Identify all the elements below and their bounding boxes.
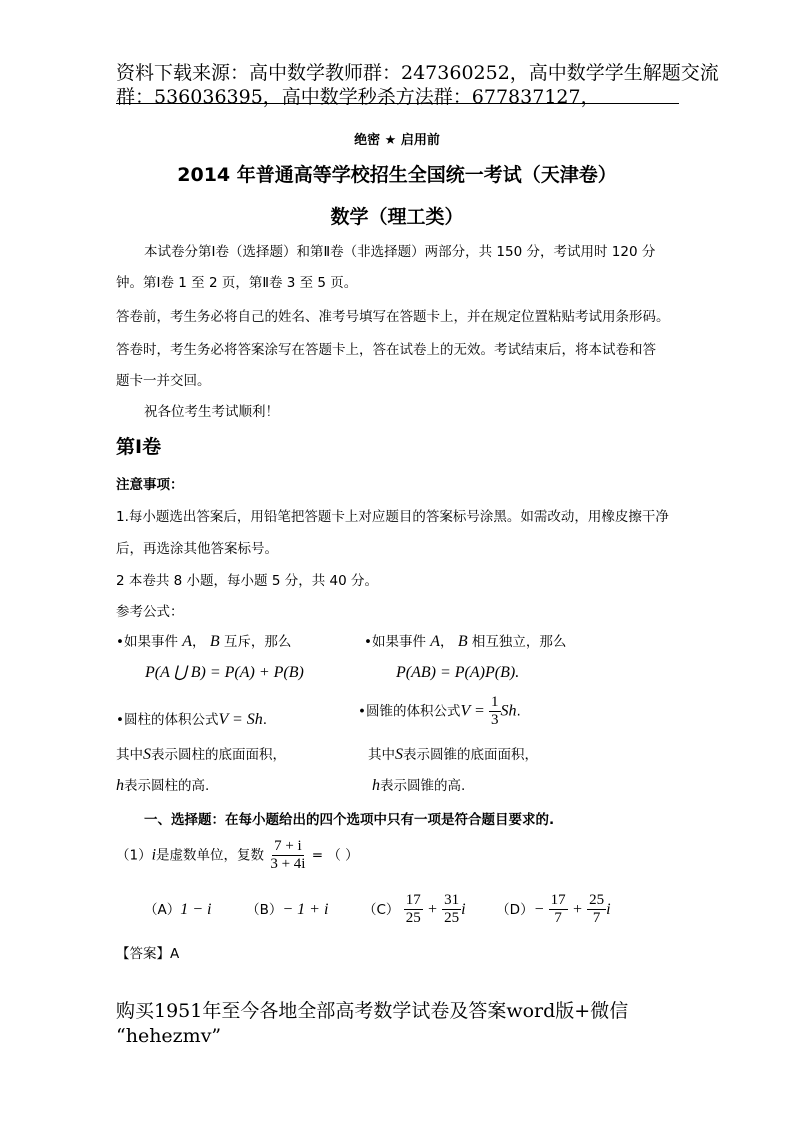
formula-union: P(A ⋃ B) = P(A) + P(B): [145, 664, 304, 681]
formula-note-right-s: 其中S表示圆锥的底面面积，: [368, 746, 538, 763]
footer-line-2: “hehezmv”: [116, 1025, 222, 1047]
formula-note-right-h: h表示圆锥的高.: [372, 777, 466, 794]
notes-item-1b: 后，再选涂其他答案标号。: [116, 541, 278, 557]
intro-wish: 祝各位考生考试顺利！: [144, 404, 279, 420]
reference-formulas-label: 参考公式：: [116, 604, 184, 620]
header-line-1: 资料下载来源：高中数学教师群：247360252，高中数学学生解题交流: [116, 62, 719, 84]
option-d: （D）− $\frac{17}{7}$ + $\frac{25}{7}$ i: [496, 892, 611, 926]
notes-heading: 注意事项：: [116, 477, 184, 493]
option-b: （B）− 1 + i: [246, 900, 329, 918]
intro-line-5: 题卡一并交回。: [116, 373, 211, 389]
question-1-fraction: $\frac{7 + i}{3 + 4i}$: [270, 838, 306, 872]
formula-independent: P(AB) = P(A)P(B).: [396, 664, 520, 681]
footer-line-1: 购买1951年至今各地全部高考数学试卷及答案word版+微信: [116, 1000, 629, 1022]
exam-title: 2014 年普通高等学校招生全国统一考试（天津卷）: [177, 164, 617, 186]
secret-label: 绝密 ★ 启用前: [354, 133, 440, 148]
question-1-answer: 【答案】A: [116, 946, 180, 962]
intro-line-1: 本试卷分第Ⅰ卷（选择题）和第Ⅱ卷（非选择题）两部分，共 150 分，考试用时 120 分: [144, 244, 656, 260]
section-title: 第Ⅰ卷: [116, 436, 162, 458]
formula-left-1: •如果事件 A， B 互斥，那么: [116, 633, 292, 650]
intro-line-2: 钟。第Ⅰ卷 1 至 2 页，第Ⅱ卷 3 至 5 页。: [116, 275, 358, 291]
formula-note-left-h: h表示圆柱的高.: [116, 777, 210, 794]
notes-item-2: 2 本卷共 8 小题，每小题 5 分，共 40 分。: [116, 573, 378, 589]
cone-fraction: $\frac{1}{3}$: [491, 694, 499, 728]
option-a: （A）1 − i: [144, 900, 212, 918]
header-line-2: 群：536036395，高中数学秒杀方法群：677837127，: [116, 86, 600, 108]
formula-right-1: •如果事件 A， B 相互独立，那么: [364, 633, 567, 650]
intro-line-4: 答卷时，考生务必将答案涂写在答题卡上，答在试卷上的无效。考试结束后，将本试卷和答: [116, 342, 656, 358]
formula-cylinder: •圆柱的体积公式V = Sh.: [116, 711, 268, 728]
option-c: （C） $\frac{17}{25}$ + $\frac{31}{25}$ i: [363, 892, 466, 926]
notes-item-1a: 1.每小题选出答案后，用铅笔把答题卡上对应题目的答案标号涂黑。如需改动，用橡皮擦干净: [116, 509, 669, 525]
intro-line-3: 答卷前，考生务必将自己的姓名、准考号填写在答题卡上，并在规定位置粘贴考试用条形码。: [116, 309, 670, 325]
formula-note-left-s: 其中S表示圆柱的底面面积，: [116, 746, 286, 763]
question-1-stem: （1）i是虚数单位，复数 $\frac{7 + i}{3 + 4i}$ = （ ）: [116, 838, 359, 872]
question-1-options: [144, 892, 611, 927]
header-divider: [116, 103, 679, 104]
part-one-heading: 一、选择题：在每小题给出的四个选项中只有一项是符合题目要求的.: [144, 812, 555, 828]
formula-cone: •圆锥的体积公式V = $\frac{1}{3}$ Sh.: [358, 694, 521, 728]
exam-subtitle: 数学（理工类）: [330, 206, 464, 228]
